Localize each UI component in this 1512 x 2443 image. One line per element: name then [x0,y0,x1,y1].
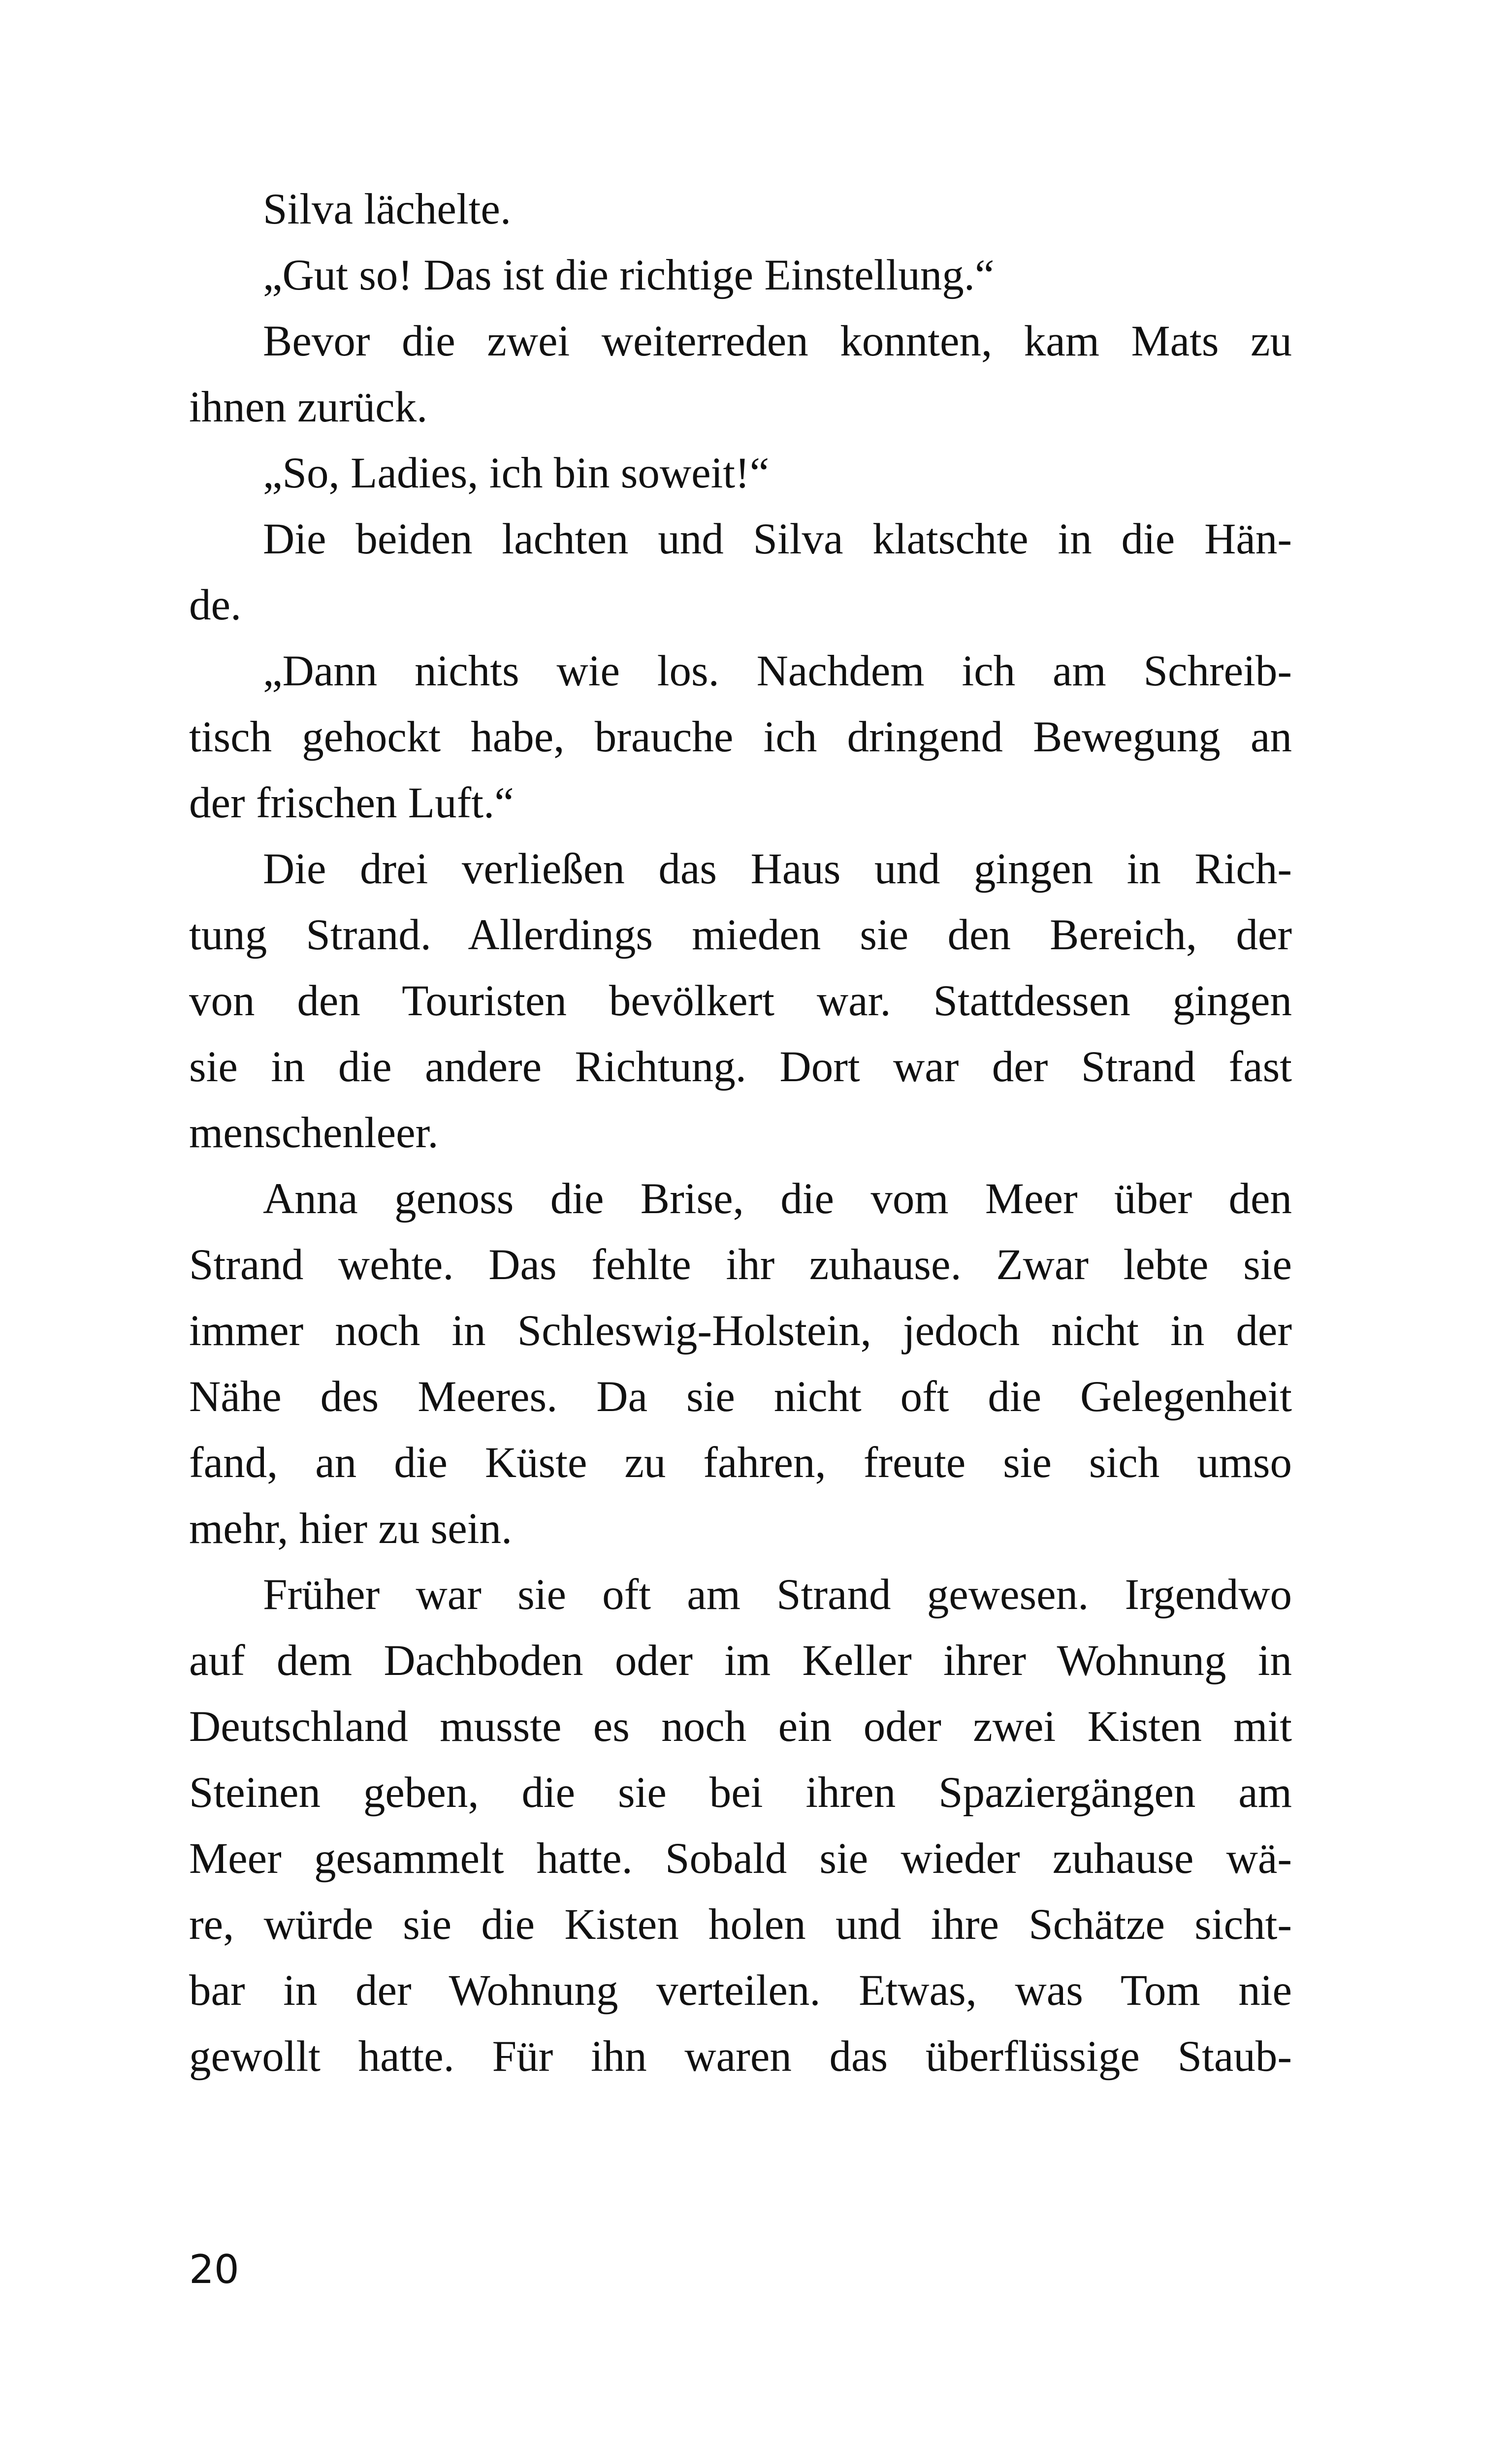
text-line: gewollt hatte. Für ihn waren das überflüssige Staub- [189,2032,1292,2081]
text-line: Nähe des Meeres. Da sie nicht oft die Gelegenheit [189,1373,1292,1421]
text-line: Meer gesammelt hatte. Sobald sie wieder zuhause wä- [189,1834,1292,1883]
body-text [189,176,1292,2089]
text-line: re, würde sie die Kisten holen und ihre Schätze sicht- [189,1900,1292,1949]
text-line: „So, Ladies, ich bin soweit!“ [263,449,770,497]
text-line: fand, an die Küste zu fahren, freute sie sich umso [189,1439,1292,1487]
text-line: „Dann nichts wie los. Nachdem ich am Schreib- [263,647,1292,695]
text-line: bar in der Wohnung verteilen. Etwas, was Tom nie [189,1966,1292,2015]
text-line: von den Touristen bevölkert war. Stattdessen gingen [189,977,1292,1025]
page-number: 20 [189,2247,239,2292]
text-line: Steinen geben, die sie bei ihren Spaziergängen am [189,1768,1292,1817]
text-line: auf dem Dachboden oder im Keller ihrer Wohnung in [189,1637,1292,1685]
text-line: mehr, hier zu sein. [189,1505,513,1553]
text-line: Strand wehte. Das fehlte ihr zuhause. Zwar lebte sie [189,1241,1292,1289]
text-line: immer noch in Schleswig-Holstein, jedoch nicht in der [189,1307,1292,1355]
text-line: Früher war sie oft am Strand gewesen. Irgendwo [263,1571,1292,1619]
text-line: Silva lächelte. [263,185,512,233]
text-line: tisch gehockt habe, brauche ich dringend Bewegung an [189,713,1292,761]
text-line: der frischen Luft.“ [189,779,514,827]
text-line: ihnen zurück. [189,383,428,431]
text-line: Die drei verließen das Haus und gingen in Rich- [263,845,1292,893]
text-line: Die beiden lachten und Silva klatschte in die Hän- [263,515,1292,563]
text-line: Anna genoss die Brise, die vom Meer über den [263,1175,1292,1223]
text-line: „Gut so! Das ist die richtige Einstellung.“ [263,251,995,299]
text-line: tung Strand. Allerdings mieden sie den Bereich, der [189,911,1292,959]
text-line: sie in die andere Richtung. Dort war der Strand fast [189,1043,1292,1091]
text-line: Deutschland musste es noch ein oder zwei Kisten mit [189,1703,1292,1751]
text-line: menschenleer. [189,1109,439,1157]
text-line: de. [189,581,242,629]
text-line: Bevor die zwei weiterreden konnten, kam Mats zu [263,317,1292,365]
